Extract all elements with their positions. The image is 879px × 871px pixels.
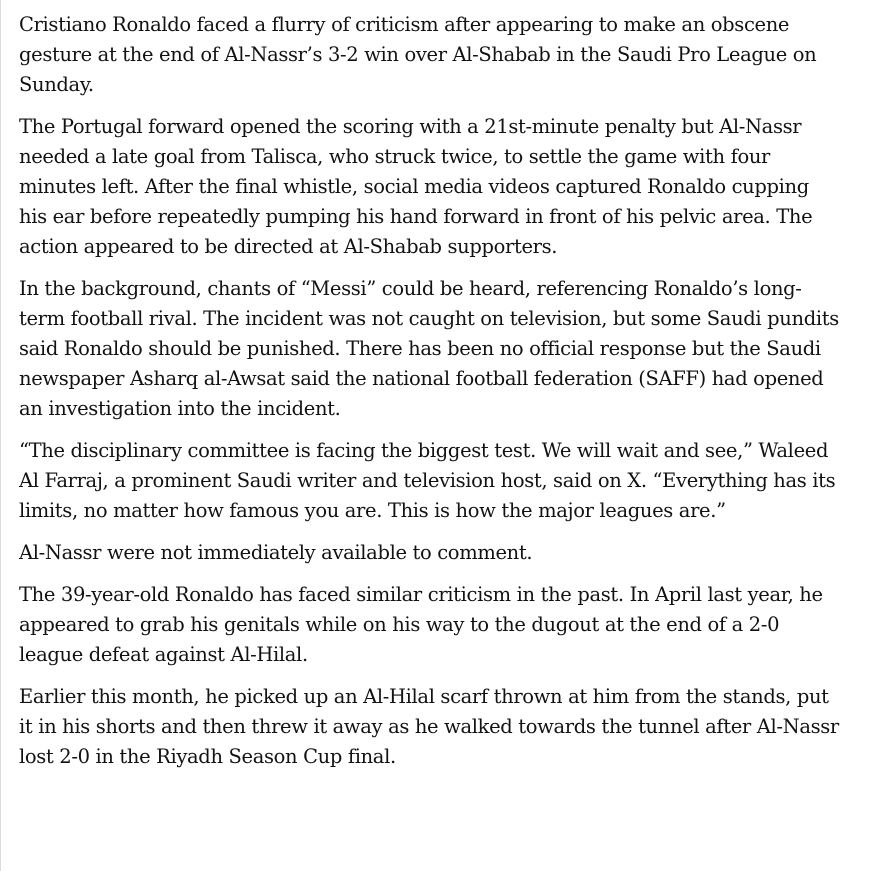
article-paragraph-4: “The disciplinary committee is facing the biggest test. We will wait and see,” Waleed Al Farraj, a prominent Saudi writer and television host, said on X. “Everything has its limits, no matter how famous you are. This is how the major leagues are.”	[19, 439, 836, 522]
article-paragraph-1: Cristiano Ronaldo faced a flurry of criticism after appearing to make an obscene gesture at the end of Al-Nassr’s 3-2 win over Al-Shabab in the Saudi Pro League on Sunday.	[19, 13, 817, 96]
article-paragraph-2: The Portugal forward opened the scoring with a 21st-minute penalty but Al-Nassr needed a late goal from Talisca, who struck twice, to settle the game with four minutes left. After the final whistle, social media videos captured Ronaldo cupping his ear before repeatedly pumping his hand forward in front of his pelvic area. The action appeared to be directed at Al-Shabab supporters.	[19, 115, 813, 258]
article-paragraph-5: Al-Nassr were not immediately available to comment.	[19, 541, 533, 564]
article-paragraph-3: In the background, chants of “Messi” could be heard, referencing Ronaldo’s long-term football rival. The incident was not caught on television, but some Saudi pundits said Ronaldo should be punished. There has been no official response but the Saudi newspaper Asharq al-Awsat said the national football federation (SAFF) had opened an investigation into the incident.	[19, 277, 839, 420]
article-paragraph-7: Earlier this month, he picked up an Al-Hilal scarf thrown at him from the stands, put it in his shorts and then threw it away as he walked towards the tunnel after Al-Nassr lost 2-0 in the Riyadh Season Cup final.	[19, 685, 839, 768]
article-paragraph-6: The 39-year-old Ronaldo has faced similar criticism in the past. In April last year, he appeared to grab his genitals while on his way to the dugout at the end of a 2-0 league defeat against Al-Hilal.	[19, 583, 823, 666]
